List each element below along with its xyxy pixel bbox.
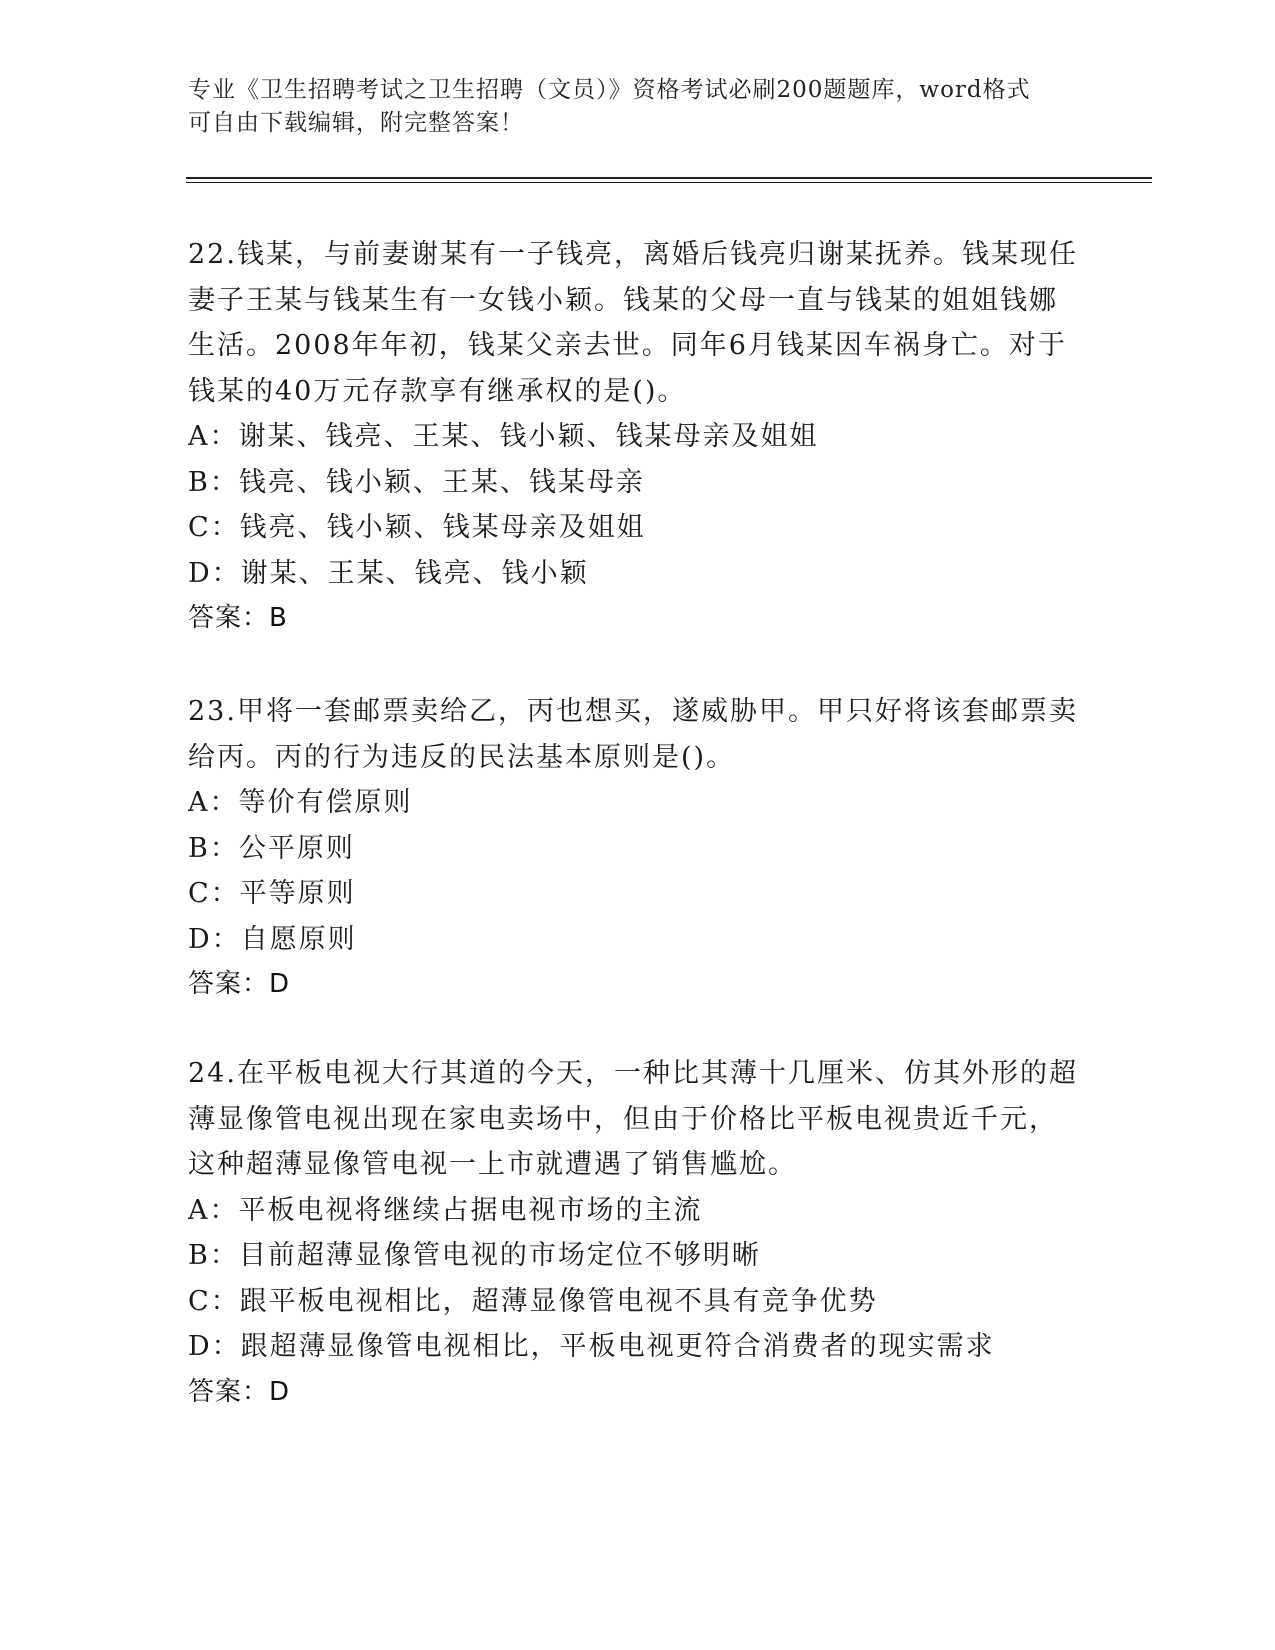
question-23 (188, 689, 1088, 1008)
header-line-2: 可自由下载编辑，附完整答案！ (188, 110, 524, 136)
question-stem-line: 这种超薄显像管电视一上市就遭遇了销售尴尬。 (188, 1149, 797, 1180)
question-stem-line: 22.钱某，与前妻谢某有一子钱亮，离婚后钱亮归谢某抚养。钱某现任 (188, 239, 1078, 270)
header-divider-thin (186, 182, 1152, 183)
question-stem-line: 24.在平板电视大行其道的今天，一种比其薄十几厘米、仿其外形的超 (188, 1058, 1078, 1089)
question-24 (188, 1051, 1088, 1415)
option-d: D：谢某、王某、钱亮、钱小颖 (188, 557, 589, 589)
answer-label: 答案：D (188, 1376, 291, 1407)
question-stem-line: 生活。2008年年初，钱某父亲去世。同年6月钱某因车祸身亡。对于 (188, 330, 1067, 361)
answer-label: 答案：B (188, 603, 288, 633)
option-a: A：平板电视将继续占据电视市场的主流 (188, 1194, 703, 1226)
question-stem-line: 薄显像管电视出现在家电卖场中，但由于价格比平板电视贵近千元， (188, 1103, 1058, 1135)
document-header (188, 74, 1088, 140)
header-line-1: 专业《卫生招聘考试之卫生招聘（文员）》资格考试必刷200题题库，word格式 (188, 77, 1031, 103)
question-stem-line: 23.甲将一套邮票卖给乙，丙也想买，遂威胁甲。甲只好将该套邮票卖 (188, 696, 1078, 727)
option-c: C：平等原则 (188, 878, 356, 909)
question-22 (188, 232, 1088, 642)
question-stem-line: 妻子王某与钱某生有一女钱小颖。钱某的父母一直与钱某的姐姐钱娜 (188, 284, 1058, 316)
answer-label: 答案：D (188, 969, 291, 999)
option-a: A：等价有偿原则 (188, 787, 413, 818)
header-divider-thick (186, 177, 1152, 179)
option-d: D：自愿原则 (188, 923, 357, 955)
question-stem-line: 给丙。丙的行为违反的民法基本原则是()。 (188, 741, 736, 773)
option-b: B：钱亮、钱小颖、王某、钱某母亲 (188, 466, 645, 498)
option-a: A：谢某、钱亮、王某、钱小颖、钱某母亲及姐姐 (188, 421, 819, 452)
option-b: B：目前超薄显像管电视的市场定位不够明晰 (188, 1240, 761, 1271)
option-d: D：跟超薄显像管电视相比，平板电视更符合消费者的现实需求 (188, 1331, 995, 1362)
option-c: C：跟平板电视相比，超薄显像管电视不具有竞争优势 (188, 1285, 878, 1317)
option-c: C：钱亮、钱小颖、钱某母亲及姐姐 (188, 512, 646, 543)
option-b: B：公平原则 (188, 832, 355, 864)
question-stem-line: 钱某的40万元存款享有继承权的是()。 (188, 375, 687, 407)
